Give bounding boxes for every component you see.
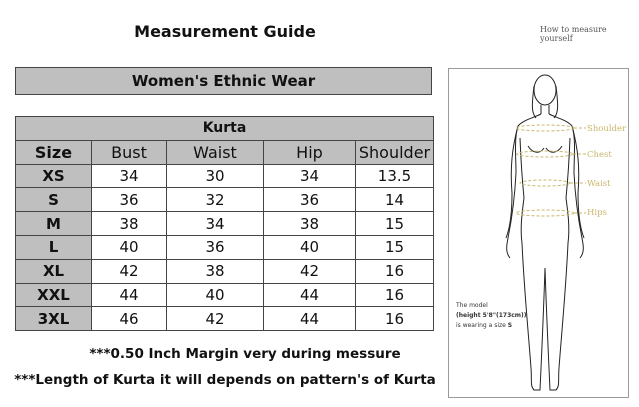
measurement-cell: 36 [167, 235, 264, 259]
measurement-cell: 32 [167, 188, 264, 212]
category-banner: Women's Ethnic Wear [15, 67, 432, 95]
measurement-cell: 34 [167, 212, 264, 236]
table-row [16, 307, 434, 331]
table-row [16, 212, 434, 236]
table-row [16, 188, 434, 212]
measurement-cell: 42 [92, 259, 167, 283]
measurement-cell: 34 [92, 164, 167, 188]
header-size: Size [16, 140, 92, 164]
size-cell: 3XL [16, 307, 92, 331]
shoulder-label: Shoulder [587, 124, 627, 134]
measurement-cell: 44 [264, 307, 356, 331]
measurement-cell: 44 [92, 283, 167, 307]
measurement-cell: 15 [356, 212, 434, 236]
measurement-cell: 46 [92, 307, 167, 331]
table-row [16, 164, 434, 188]
measurement-cell: 40 [167, 283, 264, 307]
header-bust: Bust [92, 140, 167, 164]
size-cell: L [16, 235, 92, 259]
table-row [16, 235, 434, 259]
size-chart-table [15, 116, 434, 331]
measurement-cell: 14 [356, 188, 434, 212]
measurement-cell: 16 [356, 283, 434, 307]
hips-label: Hips [587, 208, 607, 218]
measurement-cell: 42 [167, 307, 264, 331]
measurement-cell: 40 [92, 235, 167, 259]
header-shoulder: Shoulder [356, 140, 434, 164]
measurement-cell: 38 [264, 212, 356, 236]
size-cell: M [16, 212, 92, 236]
table-caption: Kurta [16, 117, 434, 141]
model-info: The model (height 5'8"(173cm)) is wearing a size S [456, 302, 527, 329]
guide-heading: How to measure yourself [540, 25, 607, 43]
table-header-row [16, 140, 434, 164]
measurement-cell: 42 [264, 259, 356, 283]
size-cell: XL [16, 259, 92, 283]
waist-label: Waist [587, 179, 611, 189]
size-cell: XS [16, 164, 92, 188]
header-waist: Waist [167, 140, 264, 164]
measurement-cell: 16 [356, 307, 434, 331]
measurement-cell: 16 [356, 259, 434, 283]
measurement-cell: 30 [167, 164, 264, 188]
page-title: Measurement Guide [134, 22, 316, 41]
body-figure-illustration [448, 68, 629, 398]
measurement-cell: 44 [264, 283, 356, 307]
table-row [16, 259, 434, 283]
measurement-cell: 40 [264, 235, 356, 259]
chest-label: Chest [587, 150, 612, 160]
size-cell: XXL [16, 283, 92, 307]
size-cell: S [16, 188, 92, 212]
measurement-cell: 38 [167, 259, 264, 283]
measurement-cell: 34 [264, 164, 356, 188]
measurement-cell: 15 [356, 235, 434, 259]
measurement-cell: 36 [264, 188, 356, 212]
measurement-cell: 13.5 [356, 164, 434, 188]
header-hip: Hip [264, 140, 356, 164]
table-row [16, 283, 434, 307]
length-note: ***Length of Kurta it will depends on pattern's of Kurta [14, 372, 436, 388]
measurement-cell: 38 [92, 212, 167, 236]
measurement-cell: 36 [92, 188, 167, 212]
margin-note: ***0.50 Inch Margin very during messure [89, 346, 401, 362]
